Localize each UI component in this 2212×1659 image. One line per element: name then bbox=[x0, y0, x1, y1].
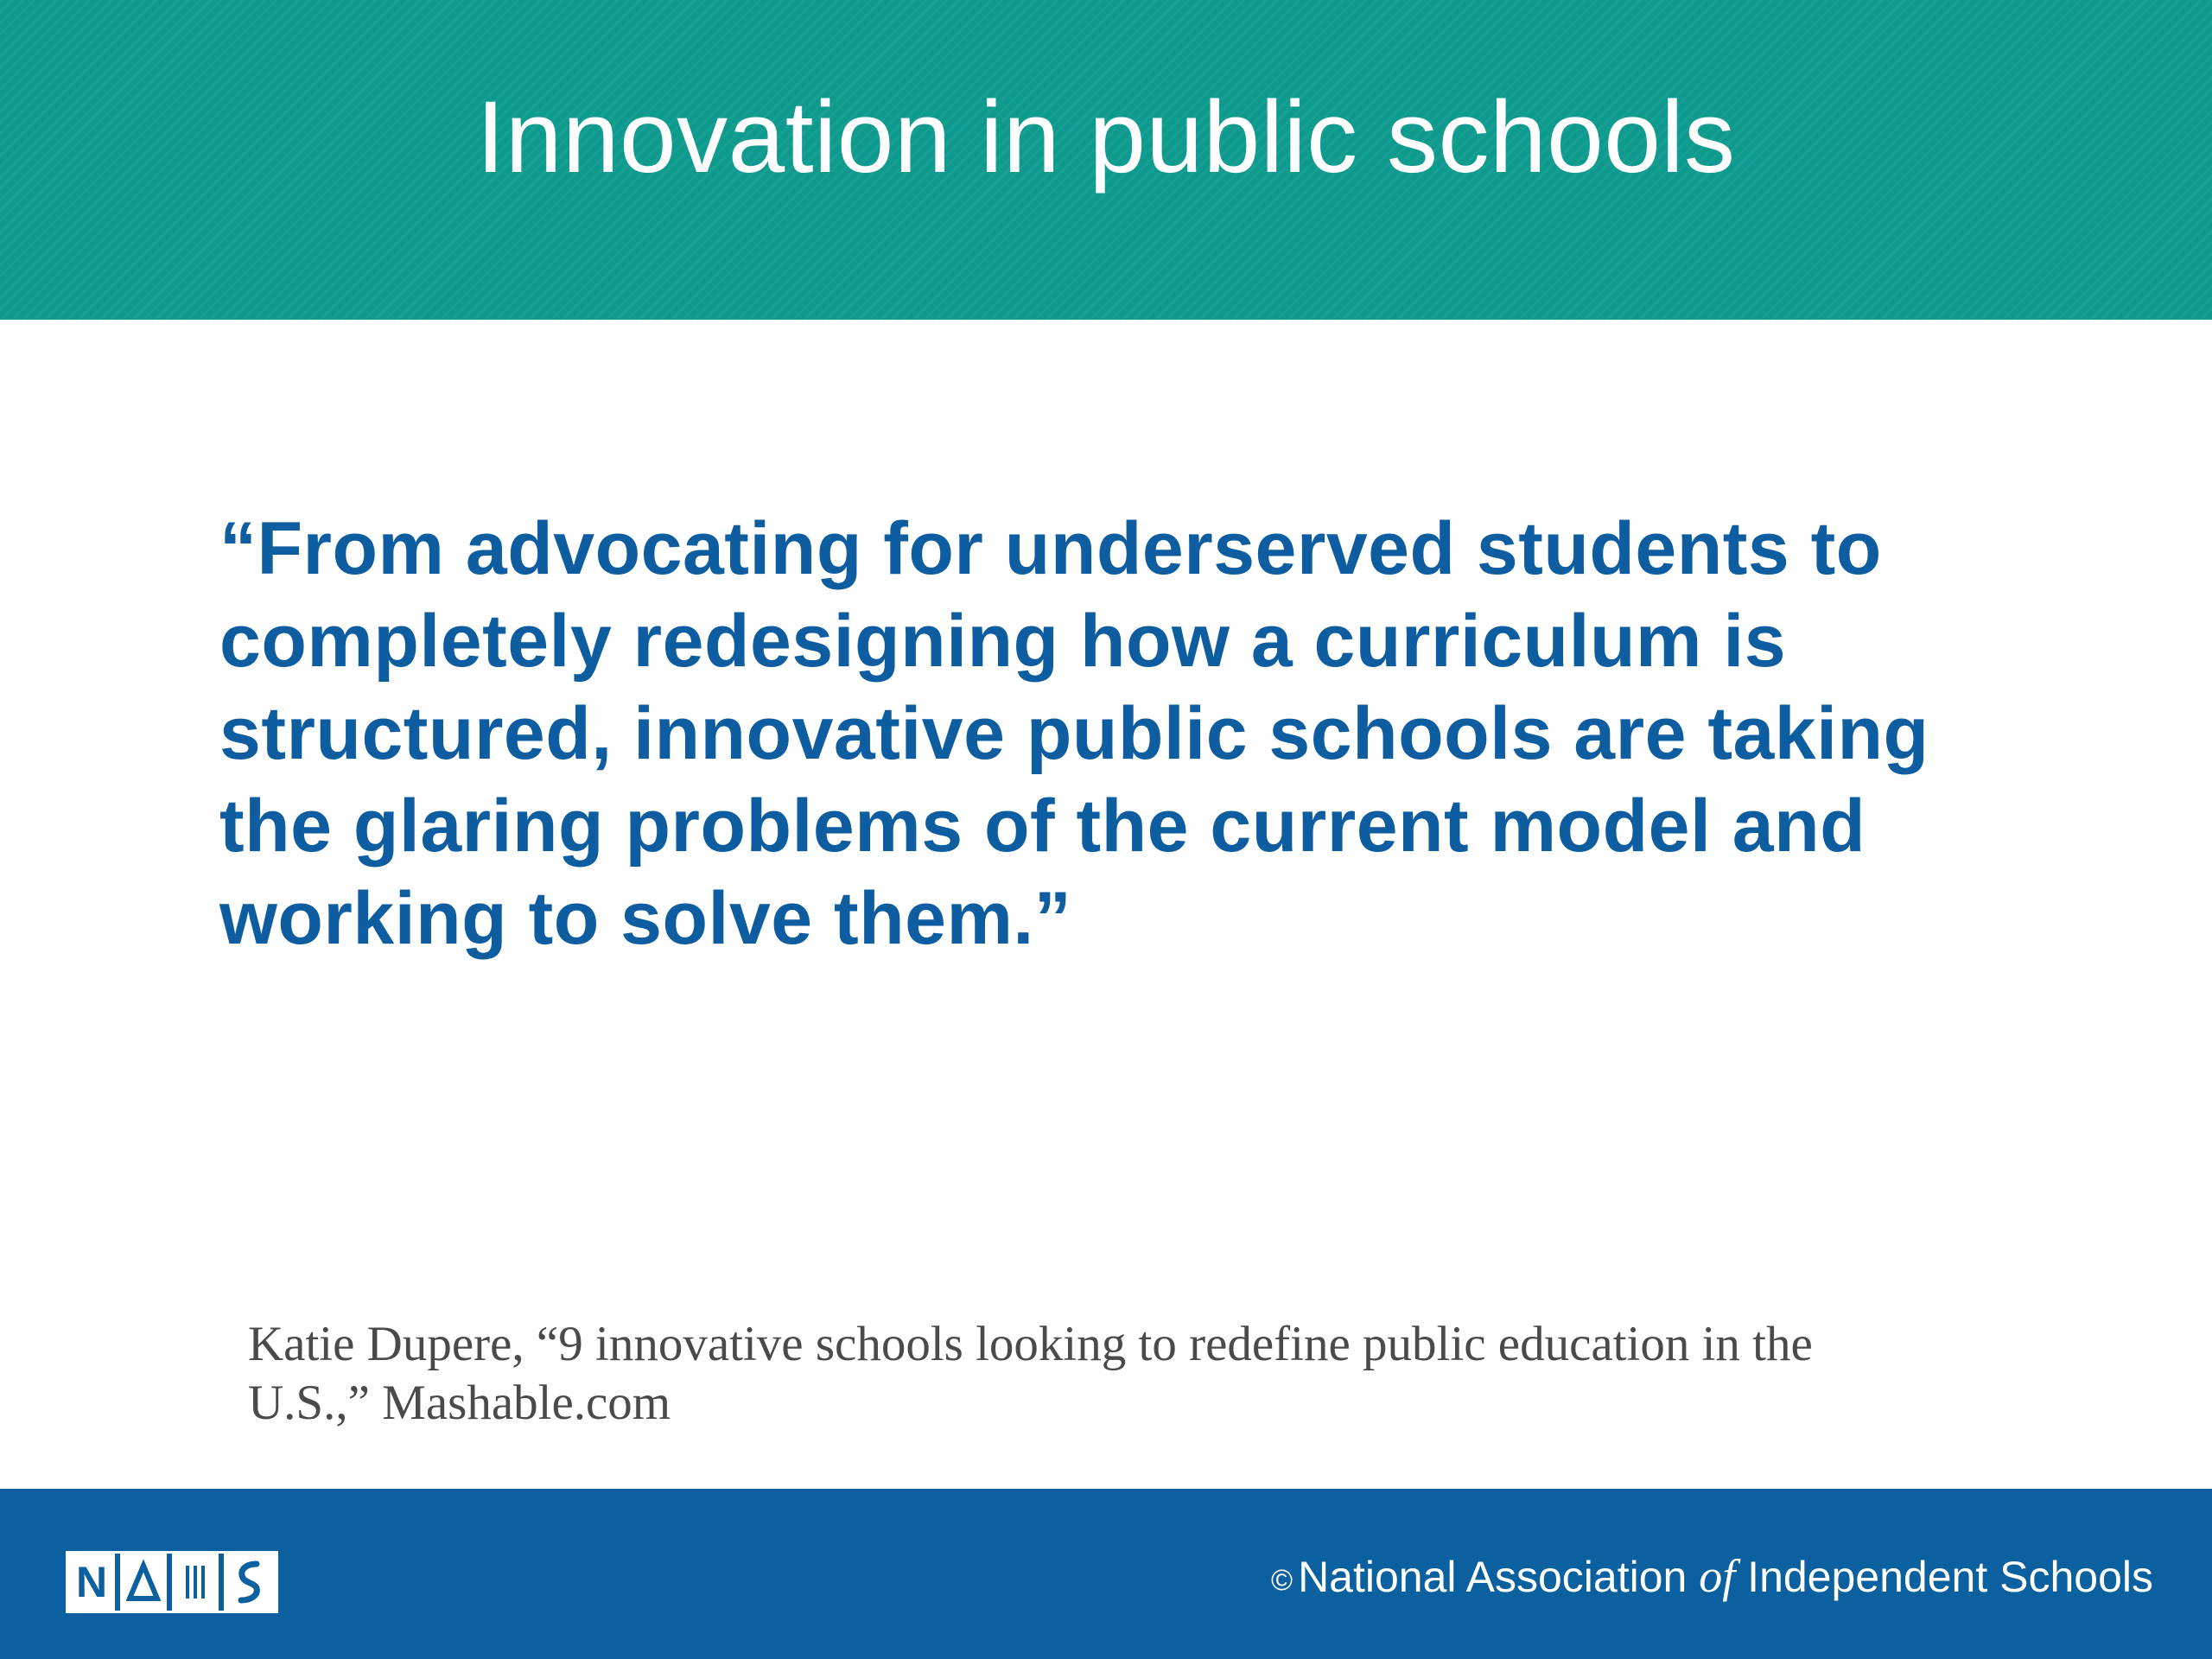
org-name-of: of bbox=[1699, 1550, 1736, 1602]
logo-letter-i bbox=[172, 1554, 224, 1611]
quote-text: “From advocating for underserved students to completely redesigning how a curriculum is structured, innovative public schools are taking the glaring problems of the current model and working to solve them.” bbox=[219, 507, 1929, 960]
logo-triangle-a-icon bbox=[126, 1554, 161, 1611]
logo-letter-n: N bbox=[68, 1554, 120, 1611]
citation-line-2: U.S.,” Mashable.com bbox=[248, 1376, 671, 1430]
logo-bars-i-icon bbox=[182, 1554, 208, 1611]
citation bbox=[248, 1315, 1993, 1433]
copyright-symbol: © bbox=[1271, 1563, 1294, 1597]
citation-line-1: Katie Dupere, “9 innovative schools looking to redefine public education in the bbox=[248, 1317, 1813, 1371]
copyright-notice bbox=[1271, 1549, 2153, 1607]
nais-logo bbox=[66, 1551, 278, 1613]
logo-letter-s bbox=[224, 1554, 276, 1611]
logo-bolt-s-icon bbox=[232, 1554, 267, 1611]
org-name-part2: Independent Schools bbox=[1747, 1553, 2153, 1601]
slide-title: Innovation in public schools bbox=[476, 80, 1736, 194]
org-name-part1: National Association bbox=[1298, 1553, 1688, 1601]
logo-letter-a bbox=[120, 1554, 172, 1611]
